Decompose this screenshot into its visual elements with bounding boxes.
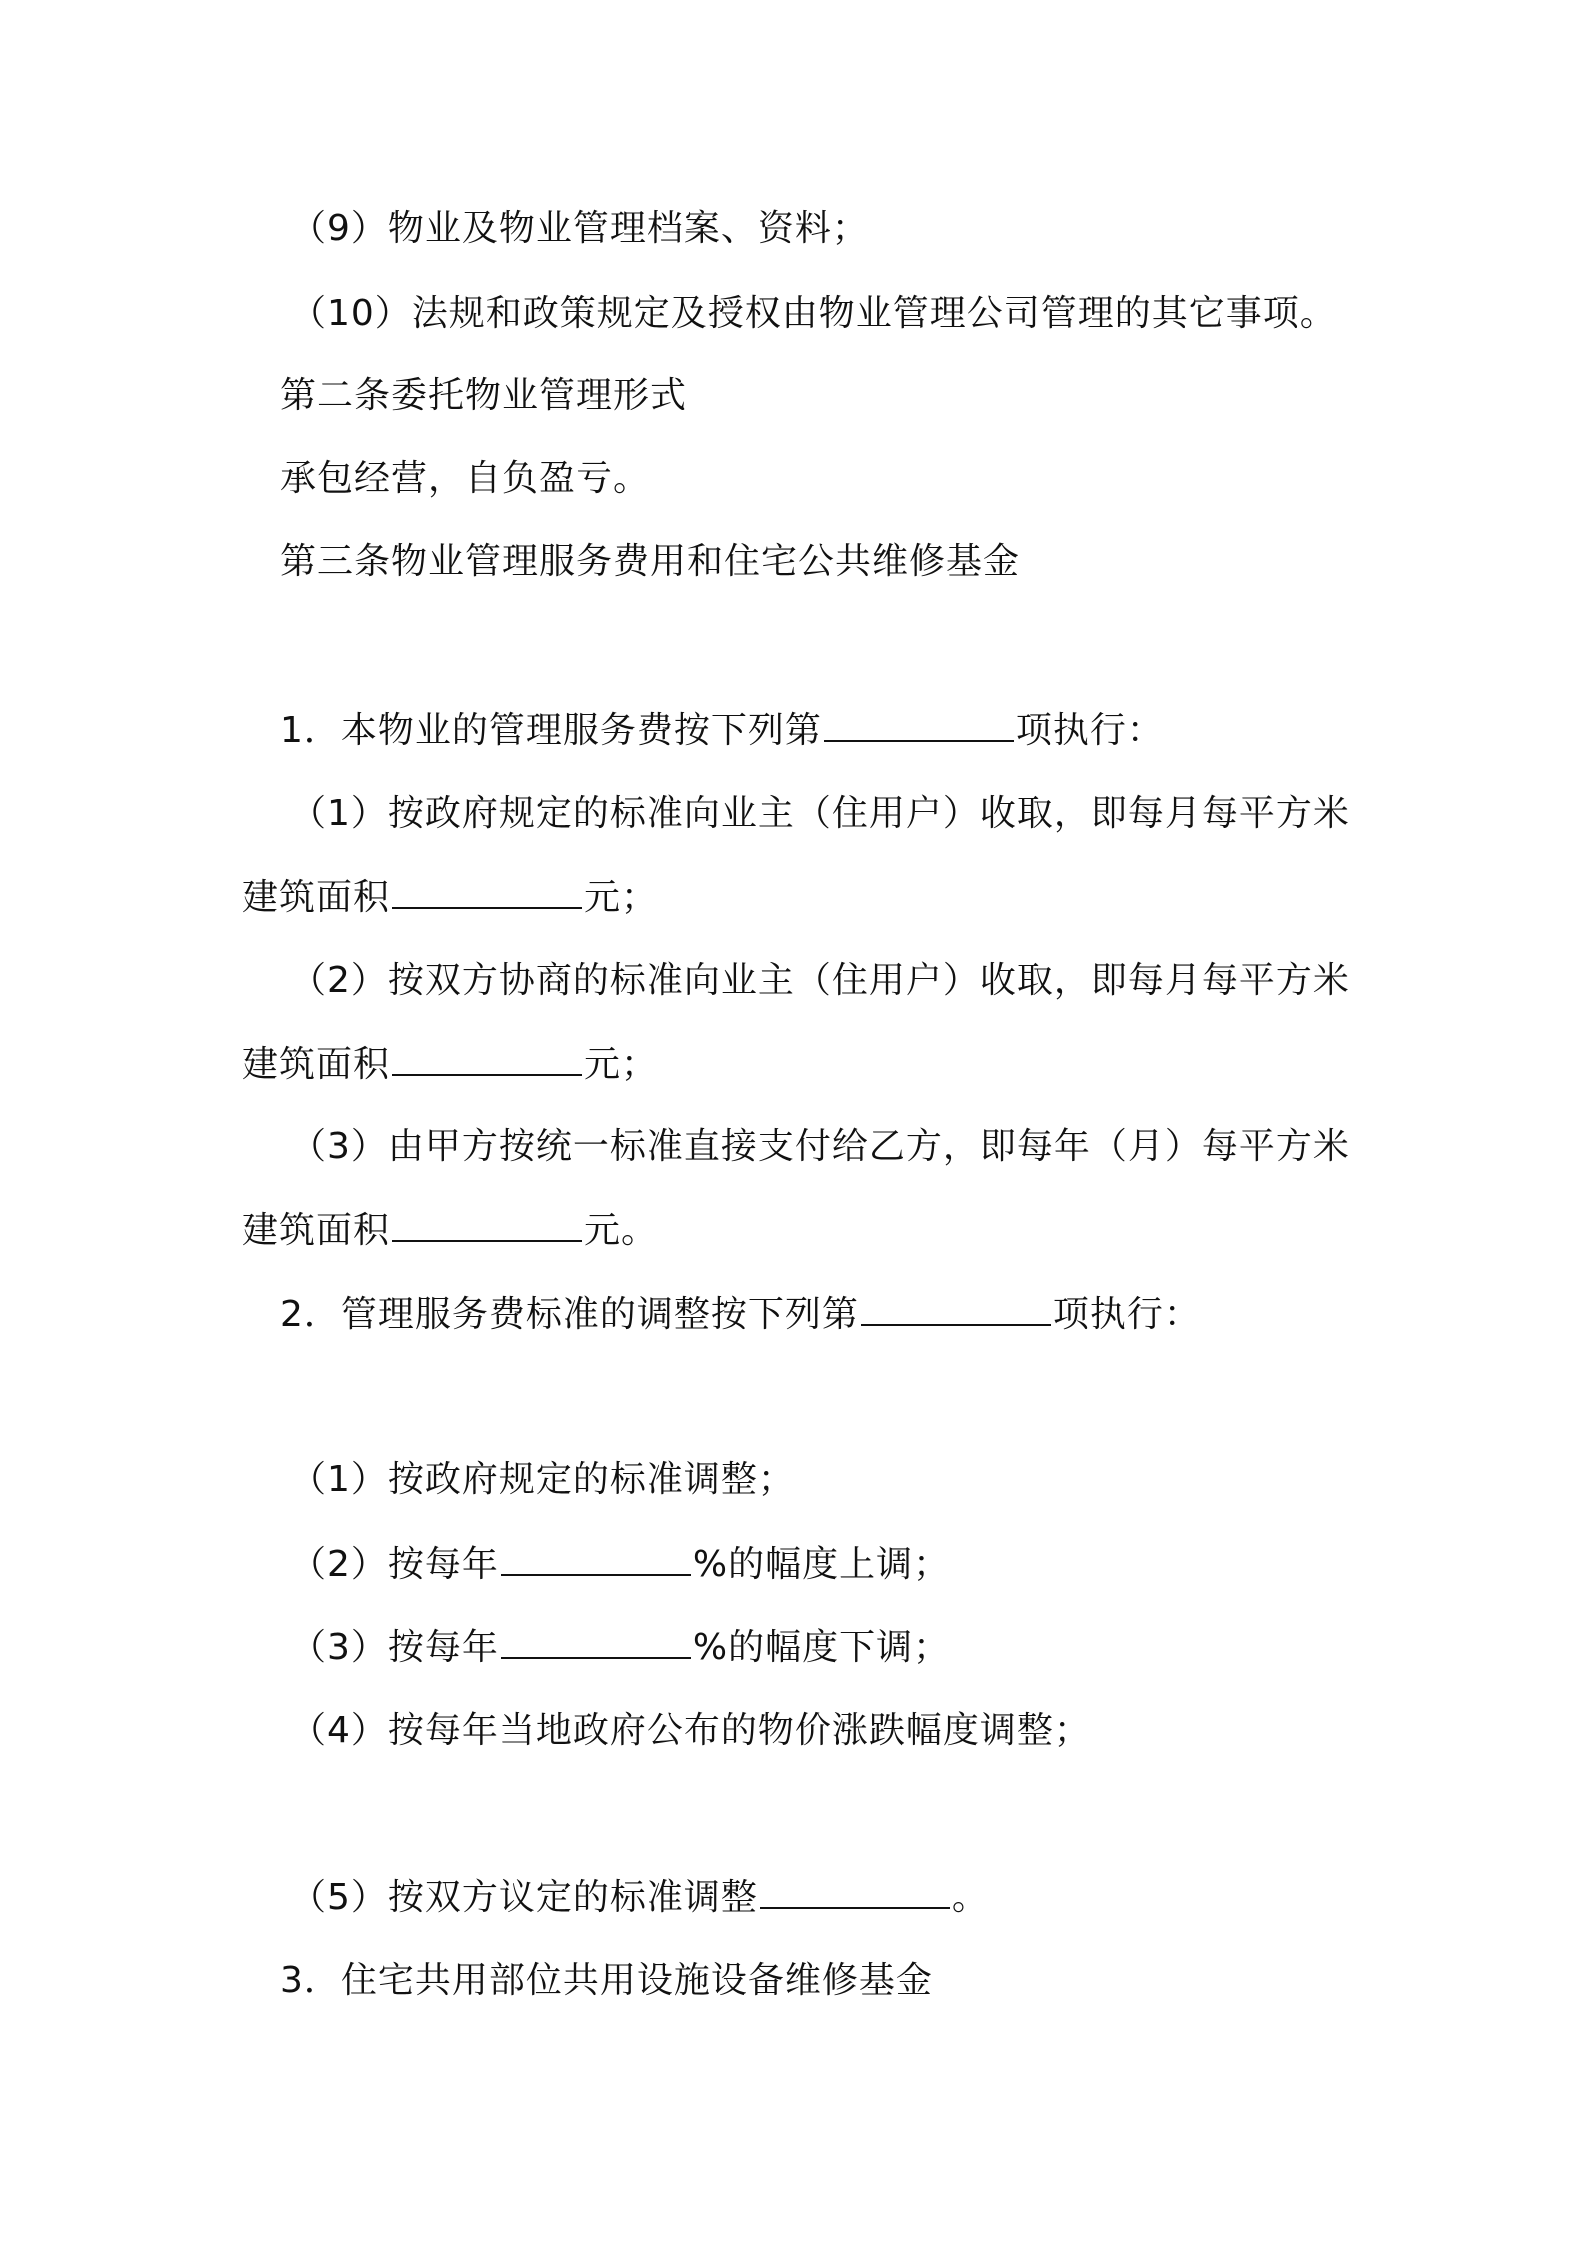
- item-1-1-line-b: [242, 873, 658, 922]
- item-1-2-area-label: 建筑面积: [242, 1044, 391, 1085]
- article-2-body: [280, 455, 650, 503]
- item-2-blank: [861, 1290, 1051, 1326]
- item-2-5: [290, 1873, 989, 1922]
- clause-10-text: （10）法规和政策规定及授权由物业管理公司管理的其它事项。: [290, 293, 1337, 334]
- item-2-1-text: （1）按政府规定的标准调整；: [290, 1459, 795, 1500]
- item-2-3-blank: [501, 1623, 691, 1659]
- item-2-2-suffix: %的幅度上调；: [692, 1544, 951, 1585]
- item-1-1-line-a: [290, 790, 1350, 838]
- item-1-3-area-label: 建筑面积: [242, 1210, 391, 1251]
- clause-9: [290, 205, 869, 253]
- item-1-1-area-label: 建筑面积: [242, 877, 391, 918]
- item-2-3: [290, 1623, 950, 1672]
- item-1-3-line-a: [290, 1123, 1350, 1171]
- item-2-2: [290, 1540, 950, 1589]
- item-1-1-text: （1）按政府规定的标准向业主（住用户）收取，即每月每平方米: [290, 793, 1350, 834]
- clause-9-text: （9）物业及物业管理档案、资料；: [290, 208, 869, 249]
- item-2-5-text: （5）按双方议定的标准调整: [290, 1877, 758, 1918]
- article-2-body-text: 承包经营，自负盈亏。: [280, 458, 651, 499]
- item-2-4-text: （4）按每年当地政府公布的物价涨跌幅度调整；: [290, 1710, 1091, 1751]
- item-1-2-text: （2）按双方协商的标准向业主（住用户）收取，即每月每平方米: [290, 960, 1350, 1001]
- item-2-3-suffix: %的幅度下调；: [692, 1627, 951, 1668]
- item-3-text: 3．住宅共用部位共用设施设备维修基金: [280, 1960, 933, 2001]
- item-2-3-text: （3）按每年: [290, 1627, 499, 1668]
- item-1-suffix: 项执行：: [1015, 710, 1164, 751]
- item-1-blank: [824, 706, 1014, 742]
- item-1-text: 1．本物业的管理服务费按下列第: [280, 710, 822, 751]
- item-2-1: [290, 1456, 795, 1504]
- article-3-title-text: 第三条物业管理服务费用和住宅公共维修基金: [280, 541, 1021, 582]
- item-2: [280, 1290, 1201, 1339]
- item-2-text: 2．管理服务费标准的调整按下列第: [280, 1294, 859, 1335]
- item-1: [280, 706, 1164, 755]
- item-1-1-unit: 元；: [584, 877, 659, 918]
- item-2-5-suffix: 。: [951, 1877, 989, 1918]
- item-1-3-text: （3）由甲方按统一标准直接支付给乙方，即每年（月）每平方米: [290, 1126, 1350, 1167]
- item-2-suffix: 项执行：: [1052, 1294, 1201, 1335]
- item-2-4: [290, 1707, 1091, 1755]
- article-3-title: [280, 538, 1020, 586]
- item-1-2-unit: 元；: [584, 1044, 659, 1085]
- item-1-3-blank: [392, 1206, 582, 1242]
- item-2-2-blank: [501, 1540, 691, 1576]
- item-2-2-text: （2）按每年: [290, 1544, 499, 1585]
- item-1-3-unit: 元。: [584, 1210, 659, 1251]
- item-1-2-line-a: [290, 957, 1350, 1005]
- item-1-2-blank: [392, 1040, 582, 1076]
- item-2-5-blank: [760, 1873, 950, 1909]
- item-3: [280, 1957, 933, 2005]
- article-2-title-text: 第二条委托物业管理形式: [280, 375, 688, 416]
- item-1-1-blank: [392, 873, 582, 909]
- item-1-3-line-b: [242, 1206, 658, 1255]
- item-1-2-line-b: [242, 1040, 658, 1089]
- clause-10: [290, 290, 1337, 338]
- article-2-title: [280, 372, 687, 420]
